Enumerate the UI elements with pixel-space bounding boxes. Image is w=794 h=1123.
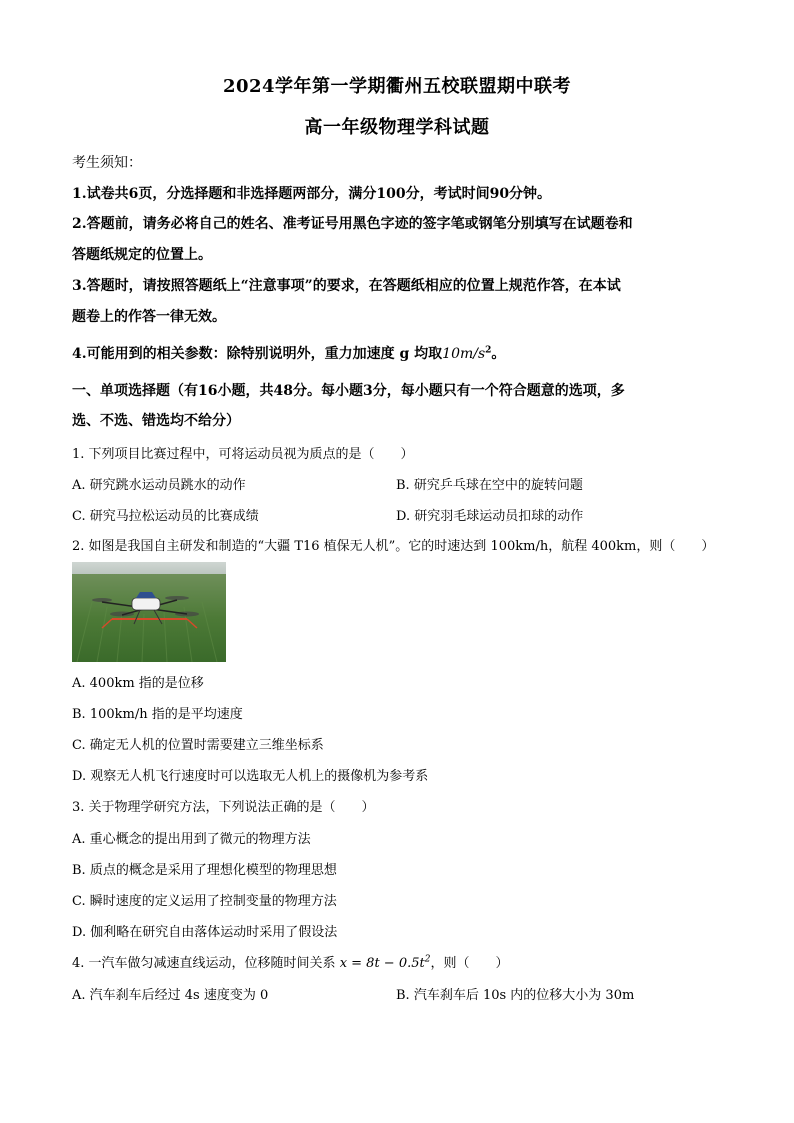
q2-option-c: C. 确定无人机的位置时需要建立三维坐标系 [72, 738, 324, 753]
q2-option-a: A. 400km 指的是位移 [72, 676, 204, 691]
exam-subtitle: 高一年级物理学科试题 [304, 117, 490, 138]
q1-option-b: B. 研究乒乓球在空中的旋转问题 [396, 478, 583, 493]
q1-option-c: C. 研究马拉松运动员的比赛成绩 [72, 509, 259, 524]
notice-heading: 考生须知： [72, 155, 142, 171]
notice-item-2b: 答题纸规定的位置上。 [72, 247, 212, 263]
section-heading-a: 一、单项选择题（有16小题，共48分。每小题3分，每小题只有一个符合题意的选项，多 [72, 383, 625, 399]
q4-stem-end: ，则（ ） [430, 956, 509, 971]
q1-stem: 1. 下列项目比赛过程中，可将运动员视为质点的是（ ） [72, 447, 414, 462]
section-heading-b: 选、不选、错选均不给分） [72, 413, 240, 429]
q4-stem-text: 4. 一汽车做匀减速直线运动，位移随时间关系 [72, 956, 336, 971]
q4-formula: x = 8t − 0.5t [339, 956, 425, 971]
exam-title: 2024学年第一学期衢州五校联盟期中联考 [222, 76, 572, 97]
q4-option-a: A. 汽车刹车后经过 4s 速度变为 0 [72, 988, 269, 1003]
q2-option-d: D. 观察无人机飞行速度时可以选取无人机上的摄像机为参考系 [72, 769, 429, 784]
q4-formula-exponent: 2 [424, 954, 431, 965]
q2-stem: 2. 如图是我国自主研发和制造的“大疆 T16 植保无人机”。它的时速达到 100km/h，航程 400km，则（ ） [72, 539, 715, 554]
notice-item-2a: 2.答题前，请务必将自己的姓名、准考证号用黑色字迹的签字笔或钢笔分别填写在试题卷和 [72, 216, 633, 232]
notice-item-3a: 3.答题时，请按照答题纸上“注意事项”的要求，在答题纸相应的位置上规范作答，在本试 [72, 278, 621, 294]
gravity-value: 10m/s [442, 346, 486, 362]
q3-option-a: A. 重心概念的提出用到了微元的物理方法 [72, 832, 311, 847]
q3-stem: 3. 关于物理学研究方法，下列说法正确的是（ ） [72, 800, 375, 815]
notice-item-3b: 题卷上的作答一律无效。 [72, 309, 226, 325]
notice-item-4-end: 。 [491, 346, 506, 362]
notice-item-4 [72, 343, 505, 363]
q3-option-c: C. 瞬时速度的定义运用了控制变量的物理方法 [72, 894, 337, 909]
q2-option-b: B. 100km/h 指的是平均速度 [72, 707, 243, 722]
q3-option-b: B. 质点的概念是采用了理想化模型的物理思想 [72, 863, 337, 878]
drone-photo [72, 562, 226, 662]
q4-stem [72, 952, 508, 971]
notice-item-4-text: 4.可能用到的相关参数：除特别说明外，重力加速度 g 均取 [72, 346, 443, 362]
notice-item-1: 1.试卷共6页，分选择题和非选择题两部分，满分100分，考试时间90分钟。 [72, 186, 552, 202]
gravity-exponent: 2 [485, 345, 492, 356]
q4-option-b: B. 汽车刹车后 10s 内的位移大小为 30m [396, 988, 635, 1003]
q1-option-d: D. 研究羽毛球运动员扣球的动作 [396, 509, 584, 524]
q3-option-d: D. 伽利略在研究自由落体运动时采用了假设法 [72, 925, 338, 940]
q1-option-a: A. 研究跳水运动员跳水的动作 [72, 478, 246, 493]
